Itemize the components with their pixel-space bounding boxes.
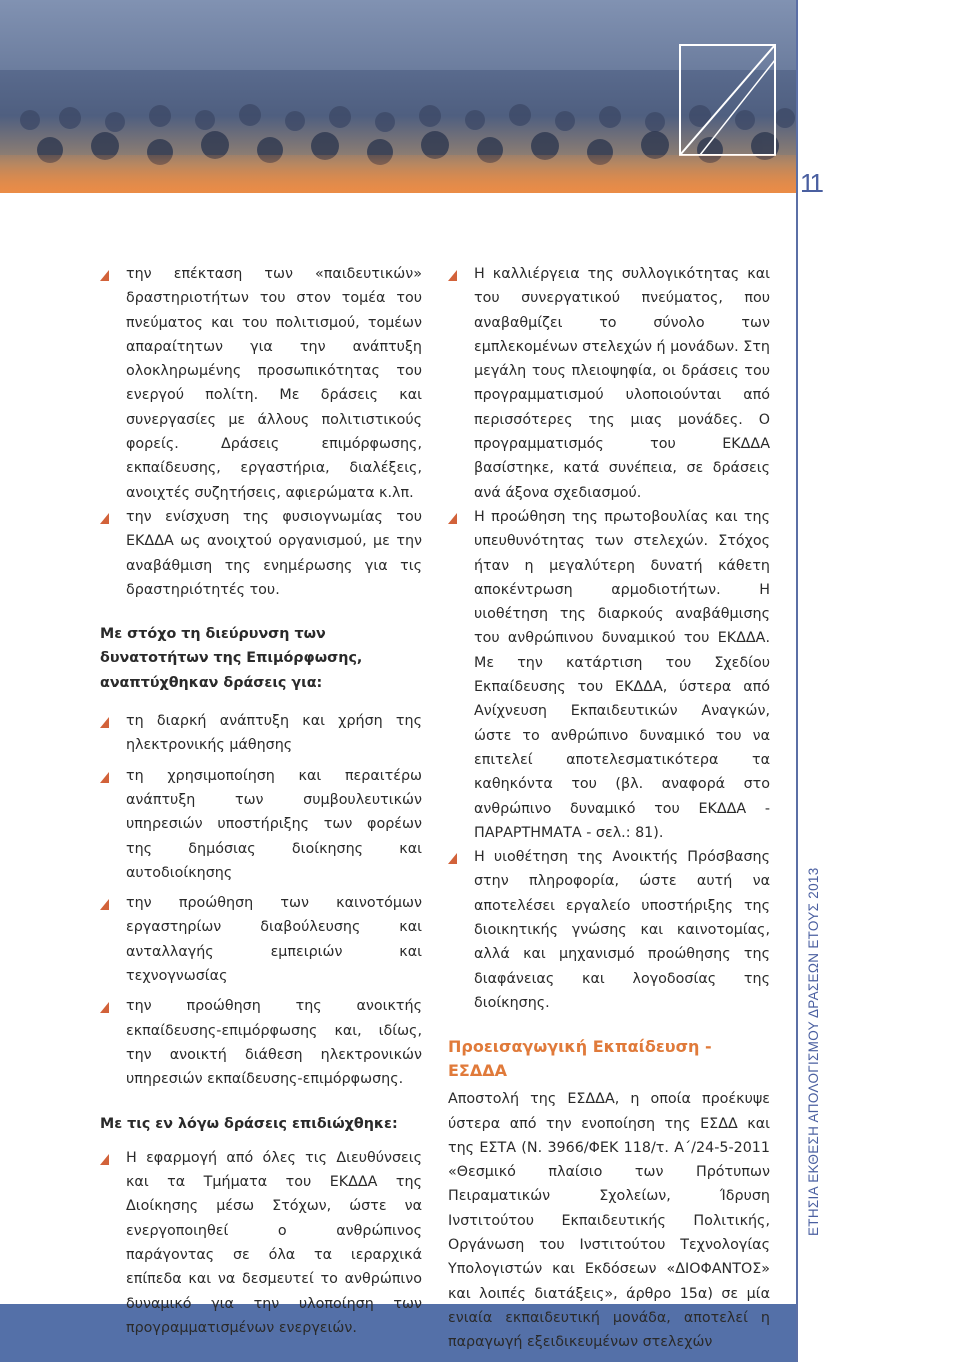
list-item: την επέκταση των «παιδευτικών» δραστηριοτήτων του στον τομέα του πνεύματος και του πολιτισμού, τομέων απαραίτητων για την ανάπτυξη ολοκληρωμένης προσωπικότητας του ενεργού πολίτη. Με δράσεις και συνεργασίες με άλλους πολιτιστικούς φορείς. Δράσεις επιμόρφωσης, εκπαίδευσης, εργαστήρια, διαλέξεις, ανοιχτές συζητήσεις, αφιερώματα κ.λπ. xyxy=(100,262,422,505)
list-item: Η προώθηση της πρωτοβουλίας και της υπευθυνότητας των στελεχών. Στόχος ήταν η μεγαλύτερη δυνατή κάθετη αποκέντρωση αρμοδιοτήτων. Η υιοθέτηση της διαρκούς αναβάθμισης του ανθρώπινου δυναμικού του ΕΚΔΔΑ. Με την κατάρτιση του Σχεδίου Εκπαίδευσης του ΕΚΔΔΑ, ύστερα από Ανίχνευση Εκπαιδευτικών Αναγκών, ώστε το ανθρώπινο δυναμικό του να επιτελεί αποτελεσματικότερα τα καθηκόντα του (βλ. αναφορά στο ανθρώπινο δυναμικό του ΕΚΔΔΑ - ΠΑΡΑΡΤΗΜΑΤΑ - σελ.: 81). xyxy=(448,505,770,845)
section-text: Αποστολή της ΕΣΔΔΑ, η οποία προέκυψε ύστερα από την ενοποίηση της ΕΣΔΔ και της ΕΣΤΑ (Ν. 3966/ΦΕΚ 118/τ. Α΄/24-5-2011 «Θεσμικό πλαίσιο των Πρότυπων Πειραματικών Σχολείων, Ίδρυση Ινστιτούτου Εκπαιδευτικής Πολιτικής, Οργάνωση του Ινστιτούτου Τεχνολογίας Υπολογιστών και Εκδόσεων «ΔΙΟΦΑΝΤΟΣ» και λοιπές διατάξεις», άρθρο 15α) σε μία ενιαία εκπαιδευτική μονάδα, αποτελεί η παραγωγή εξειδικευμένων στελεχών xyxy=(448,1091,770,1351)
list-item: Η υιοθέτηση της Ανοικτής Πρόσβασης στην πληροφορία, ώστε αυτή να αποτελέσει εργαλείο υποστήριξης της διοικητικής γνώσης και καινοτομίας, αλλά και μηχανισμό προώθησης της διαφάνειας και λογοδοσίας της διοίκησης. xyxy=(448,845,770,1015)
triangle-bullet-icon xyxy=(448,270,457,281)
right-column xyxy=(448,262,770,1354)
header-photo xyxy=(0,0,796,193)
list-item: τη διαρκή ανάπτυξη και χρήση της ηλεκτρονικής μάθησης xyxy=(100,709,422,758)
list-item: Η καλλιέργεια της συλλογικότητας και του συνεργατικού πνεύματος, που αναβαθμίζει το σύνολο των εμπλεκομένων στελεχών ή μονάδων. Στη μεγάλη τους πλειοψηφία, οι δράσεις του προγραμματισμού υλοποιούνται από περισσότερες της μιας μονάδες. Ο προγραμματισμός του ΕΚΔΔΑ βασίστηκε, κατά συνέπεια, σε δράσεις ανά άξονα σχεδιασμού. xyxy=(448,262,770,505)
list-item: Η εφαρμογή από όλες τις Διευθύνσεις και τα Τμήματα του ΕΚΔΔΑ της Διοίκησης μέσω Στόχων, ώστε να ενεργοποιηθεί ο ανθρώπινος παράγοντας σε όλα τα ιεραρχικά επίπεδα και να δεσμευτεί το ανθρώπινο δυναμικό για την υλοποίηση των προγραμματισμένων ενεργειών. xyxy=(100,1146,422,1340)
list-item: την προώθηση των καινοτόμων εργαστηρίων διαβούλευσης και ανταλλαγής εμπειριών και τεχνογνωσίας xyxy=(100,891,422,988)
triangle-bullet-icon xyxy=(448,853,457,864)
side-running-title: ΕΤΗΣΙΑ ΕΚΘΕΣΗ ΑΠΟΛΟΓΙΣΜΟΥ ΔΡΑΣΕΩΝ ΕΤΟΥΣ 2013 xyxy=(806,867,821,1236)
triangle-bullet-icon xyxy=(100,270,109,281)
list-item: την προώθηση της ανοικτής εκπαίδευσης-επιμόρφωσης και, ιδίως, την ανοικτή διάθεση ηλεκτρονικών υπηρεσιών εκπαίδευσης-επιμόρφωσης. xyxy=(100,994,422,1091)
triangle-bullet-icon xyxy=(100,513,109,524)
list-item: την ενίσχυση της φυσιογνωμίας του ΕΚΔΔΑ ως ανοιχτού οργανισμού, με την αναβάθμιση της ενημέρωσης για τις δραστηριότητές του. xyxy=(100,505,422,602)
section-heading: Με στόχο τη διεύρυνση των δυνατοτήτων της Επιμόρφωσης, αναπτύχθηκαν δράσεις για: xyxy=(100,626,363,691)
section-heading: Με τις εν λόγω δράσεις επιδιώχθηκε: xyxy=(100,1115,398,1132)
triangle-bullet-icon xyxy=(100,899,109,910)
photo-orange-fade xyxy=(0,155,796,193)
triangle-bullet-icon xyxy=(100,717,109,728)
triangle-bullet-icon xyxy=(100,1002,109,1013)
left-column xyxy=(100,262,422,1340)
page-number: 11 xyxy=(800,168,821,198)
triangle-bullet-icon xyxy=(100,1154,109,1165)
sidebar-divider xyxy=(796,0,798,1362)
triangle-bullet-icon xyxy=(448,513,457,524)
list-item: τη χρησιμοποίηση και περαιτέρω ανάπτυξη των συμβουλευτικών υπηρεσιών υποστήριξης των φορέων της δημόσιας διοίκησης και αυτοδιοίκησης xyxy=(100,764,422,885)
section-title: Προεισαγωγική Εκπαίδευση - ΕΣΔΔΑ xyxy=(448,1037,712,1081)
triangle-bullet-icon xyxy=(100,772,109,783)
